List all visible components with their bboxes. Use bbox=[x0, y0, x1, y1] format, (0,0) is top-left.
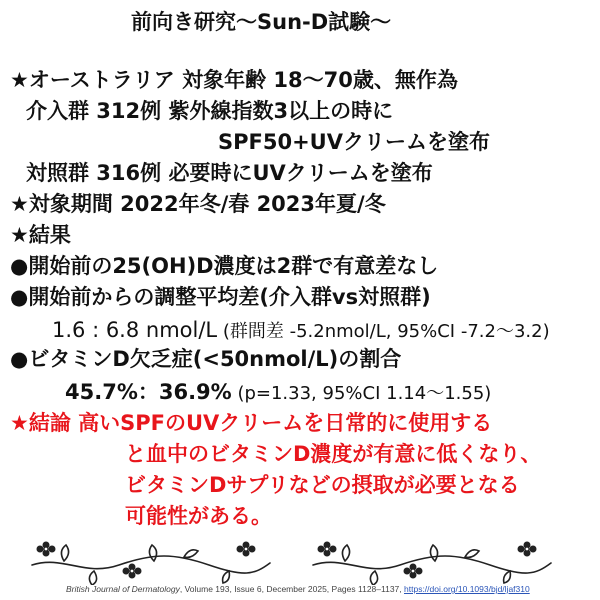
page-title: 前向き研究～Sun-D試験～ bbox=[131, 10, 392, 34]
citation bbox=[66, 584, 530, 594]
control-group-line: 対照群 316例 必要時にUVクリームを塗布 bbox=[26, 161, 433, 185]
results-heading: ★結果 bbox=[10, 223, 71, 247]
conclusion-line-2: と血中のビタミンD濃度が有意に低くなり、 bbox=[125, 442, 542, 466]
conclusion-line-1: ★結論 高いSPFのUVクリームを日常的に使用する bbox=[10, 411, 493, 435]
mean-difference-main: 1.6 : 6.8 nmol/L bbox=[52, 318, 218, 342]
study-period-line: ★対象期間 2022年冬/春 2023年夏/冬 bbox=[10, 192, 386, 216]
conclusion-line-3: ビタミンDサプリなどの摂取が必要となる bbox=[125, 473, 520, 497]
intervention-detail-line: SPF50+UVクリームを塗布 bbox=[218, 130, 490, 154]
citation-doi-link[interactable]: https://doi.org/10.1093/bjd/ljaf310 bbox=[404, 584, 530, 594]
study-design-line: ★オーストラリア 対象年齢 18～70歳、無作為 bbox=[10, 68, 458, 92]
baseline-result-line: ●開始前の25(OH)D濃度は2群で有意差なし bbox=[10, 254, 439, 278]
mean-difference-heading: ●開始前からの調整平均差(介入群vs対照群) bbox=[10, 285, 431, 309]
intervention-group-line: 介入群 312例 紫外線指数3以上の時に bbox=[26, 99, 394, 123]
deficiency-main: 45.7%：36.9% bbox=[65, 380, 232, 404]
mean-difference-values bbox=[52, 320, 550, 341]
deficiency-heading: ●ビタミンD欠乏症(<50nmol/L)の割合 bbox=[10, 347, 402, 371]
conclusion-line-4: 可能性がある。 bbox=[125, 504, 272, 528]
citation-details: , Volume 193, Issue 6, December 2025, Pages 1128–1137, bbox=[179, 584, 405, 594]
deficiency-note: (p=1.33, 95%CI 1.14～1.55) bbox=[237, 383, 492, 404]
citation-journal: British Journal of Dermatology bbox=[66, 584, 180, 594]
floral-vine-icon bbox=[305, 535, 555, 585]
floral-vine-icon bbox=[24, 535, 274, 585]
deficiency-values bbox=[65, 382, 491, 403]
mean-difference-note: (群間差 -5.2nmol/L, 95%CI -7.2～3.2) bbox=[222, 321, 550, 342]
